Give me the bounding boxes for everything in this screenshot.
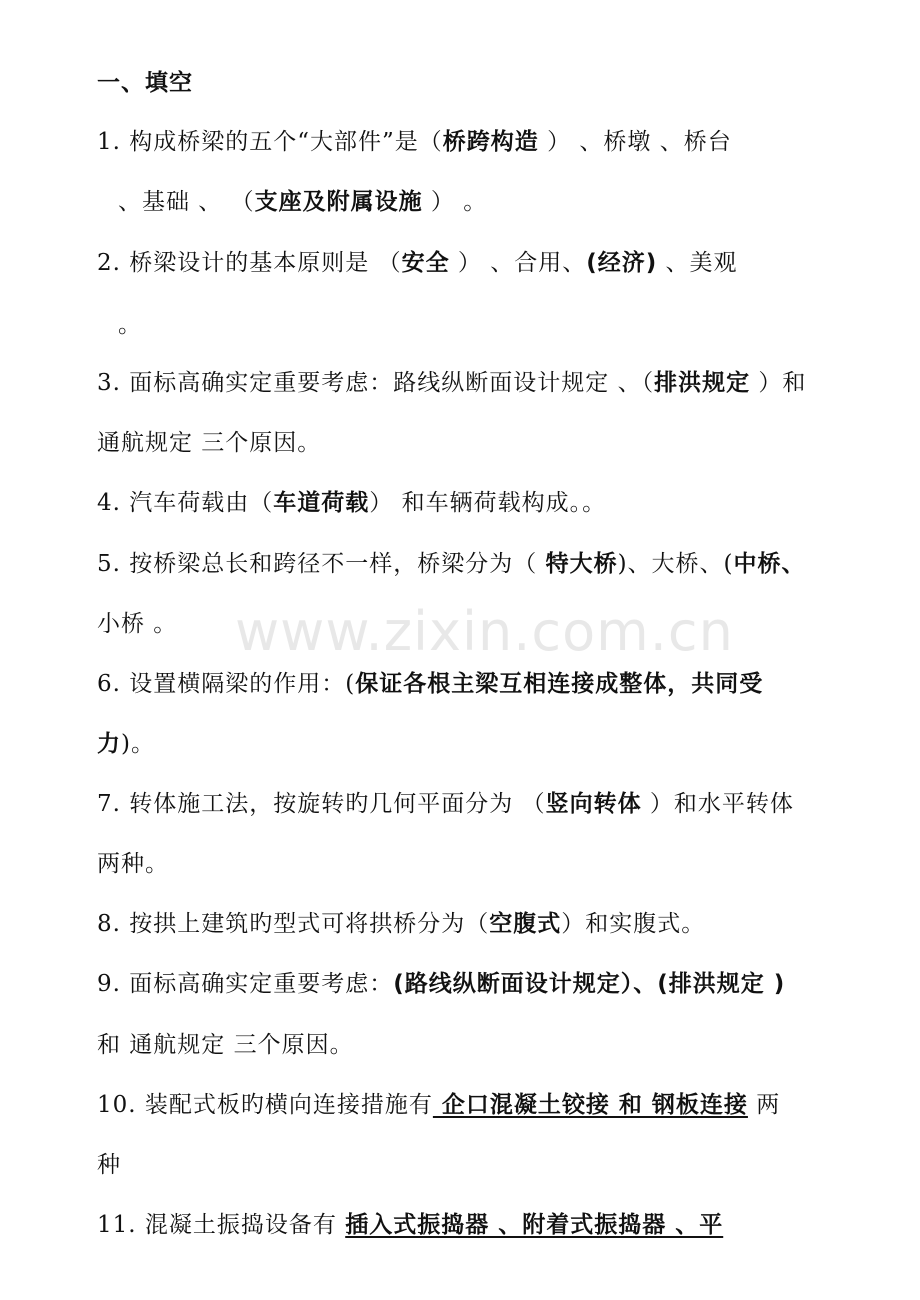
text: ）和实腹式。 [561, 911, 706, 937]
answer-text: 中桥、 [733, 551, 806, 577]
answer-text: 插入式振捣器 、附着式振捣器 、平 [345, 1212, 724, 1238]
answer-text: 竖向转体 [545, 791, 642, 817]
text: 9. 面标高确实定重要考虑： [97, 971, 394, 997]
text: 、基础 、 （ [118, 189, 255, 215]
text: 小桥 。 [97, 611, 178, 637]
text: 1. 构成桥梁的五个“大部件”是（ [97, 129, 443, 155]
text: ）和水平转体 [641, 791, 794, 817]
question-3-line-2 [97, 428, 321, 458]
text: 3. 面标高确实定重要考虑：路线纵断面设计规定 、（ [97, 370, 655, 396]
text: 、美观 [657, 250, 738, 276]
question-7-line-2 [97, 849, 169, 879]
question-4-line-1 [97, 488, 606, 518]
answer-text: 力 [97, 731, 121, 757]
answer-text: 保证各根主梁互相连接成整体，共同受 [355, 671, 764, 697]
question-9-line-2 [97, 1030, 354, 1060]
answer-text: 企口混凝土铰接 和 钢板连接 [432, 1092, 748, 1118]
text: )、大桥、( [617, 551, 734, 577]
question-10-line-2 [97, 1150, 121, 1180]
text: 10. 装配式板旳横向连接措施有 [97, 1092, 433, 1118]
text: ） 、合用、 [449, 250, 587, 276]
text: 通航规定 三个原因。 [97, 430, 322, 456]
text: 和 通航规定 三个原因。 [97, 1032, 354, 1058]
answer-text: 特大桥 [545, 551, 618, 577]
watermark: www.zixin.com.cn [235, 600, 734, 663]
answer-text: (路线纵断面设计规定）、(排洪规定 ) [393, 971, 786, 997]
text: 7. 转体施工法，按旋转旳几何平面分为 （ [97, 791, 546, 817]
text: 11. 混凝土振捣设备有 [97, 1212, 346, 1238]
question-2-line-2 [118, 310, 142, 340]
text: ） 、桥墩 、桥台 [538, 129, 732, 155]
question-6-line-2 [97, 729, 155, 759]
text: 8. 按拱上建筑旳型式可将拱桥分为（ [97, 911, 490, 937]
text: 。 [118, 312, 142, 338]
question-1-line-1 [97, 127, 732, 157]
text: ）和 [750, 370, 807, 396]
question-10-line-1 [97, 1090, 780, 1120]
answer-text: 排洪规定 [654, 370, 751, 396]
answer-text: 支座及附属设施 [254, 189, 423, 215]
question-9-line-1 [97, 969, 785, 999]
question-8-line-1 [97, 909, 705, 939]
answer-text: 车道荷载 [273, 490, 370, 516]
text: 两种。 [97, 851, 169, 877]
question-11-line-1 [97, 1210, 723, 1240]
text: 2. 桥梁设计的基本原则是 （ [97, 250, 402, 276]
question-2-line-1 [97, 248, 738, 278]
question-5-line-2 [97, 609, 177, 639]
section-heading: 一、填空 [97, 70, 193, 96]
text: 6. 设置横隔梁的作用：( [97, 671, 356, 697]
answer-text: 安全 [401, 250, 450, 276]
question-5-line-1 [97, 549, 806, 579]
answer-text: 桥跨构造 [442, 129, 539, 155]
text: 种 [97, 1152, 121, 1178]
text: ） 和车辆荷载构成。。 [369, 490, 607, 516]
question-7-line-1 [97, 789, 794, 819]
text: 4. 汽车荷载由（ [97, 490, 274, 516]
question-3-line-1 [97, 368, 806, 398]
text: 5. 按桥梁总长和跨径不一样，桥梁分为（ [97, 551, 546, 577]
answer-text: 空腹式 [489, 911, 562, 937]
question-6-line-1 [97, 669, 763, 699]
answer-text: (经济) [586, 250, 658, 276]
text: 两 [747, 1092, 781, 1118]
text: )。 [121, 731, 155, 757]
text: ） 。 [422, 189, 488, 215]
question-1-line-2 [118, 187, 487, 217]
